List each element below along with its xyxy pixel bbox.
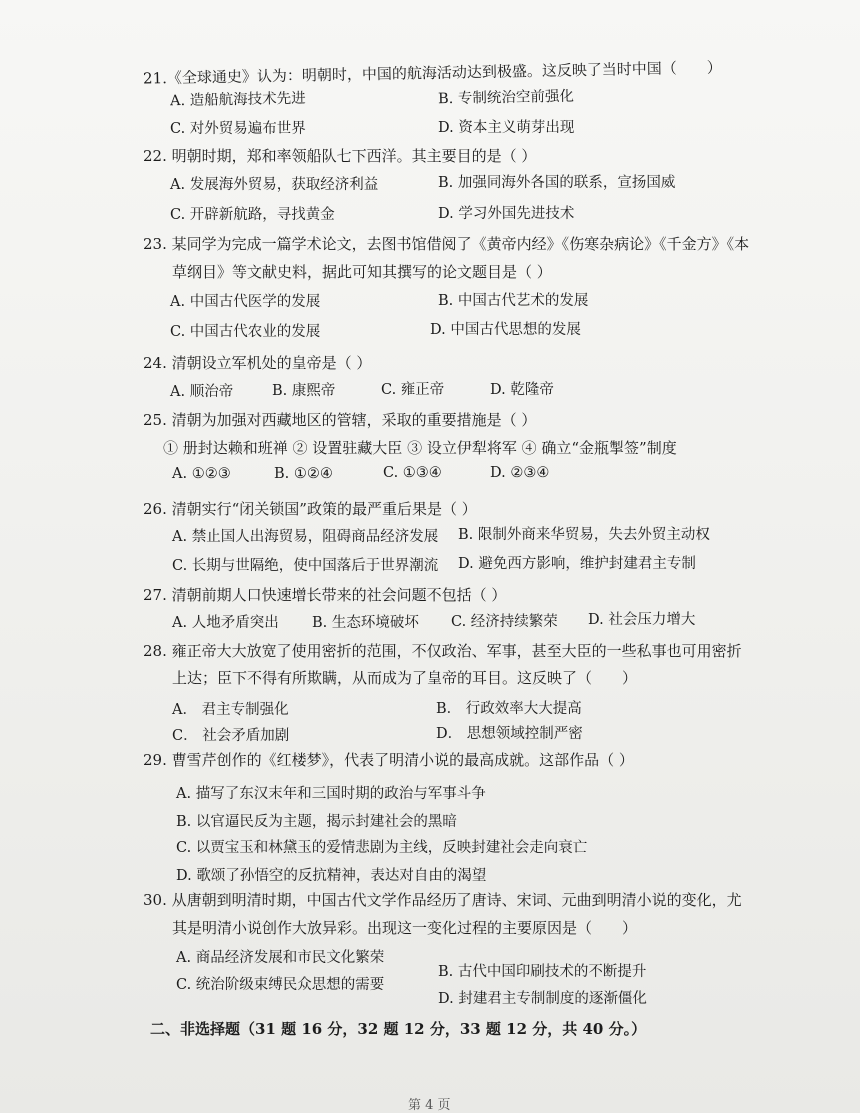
option-a: A. 顺治帝 xyxy=(170,384,234,400)
option-d: D. 乾隆帝 xyxy=(490,382,554,398)
option-a: A. 描写了东汉末年和三国时期的政治与军事斗争 xyxy=(176,786,486,802)
option-a: A. ①②③ xyxy=(172,466,231,482)
option-a: A. 中国古代医学的发展 xyxy=(170,294,321,310)
question-stem: 23. 某同学为完成一篇学术论文，去图书馆借阅了《黄帝内经》《伤寒杂病论》《千金方》《本 xyxy=(143,235,750,253)
option-b: B. 限制外商来华贸易，失去外贸主动权 xyxy=(458,527,710,543)
question-stem: 29. 曹雪芹创作的《红楼梦》，代表了明清小说的最高成就。这部作品（ ） xyxy=(143,751,634,769)
option-d: D. 封建君主专制制度的逐渐僵化 xyxy=(438,991,647,1007)
option-d: D． 思想领域控制严密 xyxy=(436,726,583,742)
question-stem: 27. 清朝前期人口快速增长带来的社会问题不包括（ ） xyxy=(143,586,507,604)
question-choices: ① 册封达赖和班禅 ② 设置驻藏大臣 ③ 设立伊犁将军 ④ 确立“金瓶掣签”制度 xyxy=(163,439,677,457)
option-c: C． 社会矛盾加剧 xyxy=(172,728,290,744)
option-b: B. 专制统治空前强化 xyxy=(437,88,575,108)
question-stem-continued: 上达；臣下不得有所欺瞒，从而成为了皇帝的耳目。这反映了（ ） xyxy=(172,669,638,687)
option-c: C. ①③④ xyxy=(383,465,442,481)
option-d: D. 中国古代思想的发展 xyxy=(430,322,581,338)
option-b: B. 生态环境破坏 xyxy=(312,615,419,631)
option-c: C. 对外贸易遍布世界 xyxy=(170,121,306,137)
option-a: A． 君主专制强化 xyxy=(172,702,289,718)
option-a: A. 商品经济发展和市民文化繁荣 xyxy=(176,950,385,966)
option-b: B． 行政效率大大提高 xyxy=(436,701,582,717)
question-stem-continued: 草纲目》等文献史料，据此可知其撰写的论文题目是（ ） xyxy=(172,263,552,281)
question-stem: 25. 清朝为加强对西藏地区的管辖，采取的重要措施是（ ） xyxy=(143,411,537,429)
option-c: C. 中国古代农业的发展 xyxy=(170,324,321,340)
question-stem: 30. 从唐朝到明清时期，中国古代文学作品经历了唐诗、宋词、元曲到明清小说的变化，尤 xyxy=(143,891,742,909)
question-stem: 26. 清朝实行“闭关锁国”政策的最严重后果是（ ） xyxy=(143,500,477,518)
option-b: B. 以官逼民反为主题，揭示封建社会的黑暗 xyxy=(176,814,457,830)
question-stem: 22. 明朝时期，郑和率领船队七下西洋。其主要目的是（ ） xyxy=(143,147,537,165)
option-c: C. 长期与世隔绝，使中国落后于世界潮流 xyxy=(172,558,439,574)
option-d: D. ②③④ xyxy=(490,465,550,481)
option-c: C. 开辟新航路，寻找黄金 xyxy=(170,207,335,223)
question-stem-continued: 其是明清小说创作大放异彩。出现这一变化过程的主要原因是（ ） xyxy=(172,919,638,937)
option-d: D. 社会压力增大 xyxy=(588,612,696,628)
option-b: B. 古代中国印刷技术的不断提升 xyxy=(438,964,647,980)
option-a: A. 造船航海技术先进 xyxy=(169,90,306,110)
section-two-heading: 二、非选择题（31 题 16 分，32 题 12 分，33 题 12 分，共 40 分。） xyxy=(150,1020,647,1038)
option-d: D. 资本主义萌芽出现 xyxy=(438,120,575,136)
question-stem: 21.《全球通史》认为：明朝时，中国的航海活动达到极盛。这反映了当时中国（ ） xyxy=(142,58,722,88)
option-b: B. 康熙帝 xyxy=(272,383,336,399)
option-a: A. 人地矛盾突出 xyxy=(172,615,279,631)
option-d: D. 学习外国先进技术 xyxy=(438,206,575,222)
option-c: C. 雍正帝 xyxy=(381,382,445,398)
option-a: A. 禁止国人出海贸易，阻碍商品经济发展 xyxy=(172,529,439,545)
option-c: C. 统治阶级束缚民众思想的需要 xyxy=(176,977,385,993)
option-c: C. 经济持续繁荣 xyxy=(451,614,558,630)
question-stem: 28. 雍正帝大大放宽了使用密折的范围，不仅政治、军事，甚至大臣的一些私事也可用密折 xyxy=(143,642,742,660)
page-number: 第 4 页 xyxy=(408,1098,451,1113)
question-stem: 24. 清朝设立军机处的皇帝是（ ） xyxy=(143,354,372,372)
option-d: D. 避免西方影响，维护封建君主专制 xyxy=(458,556,696,572)
option-b: B. ①②④ xyxy=(274,466,333,482)
option-d: D. 歌颂了孙悟空的反抗精神，表达对自由的渴望 xyxy=(176,868,487,884)
option-a: A. 发展海外贸易，获取经济利益 xyxy=(170,177,379,193)
option-b: B. 中国古代艺术的发展 xyxy=(438,293,589,309)
option-c: C. 以贾宝玉和林黛玉的爱情悲剧为主线，反映封建社会走向衰亡 xyxy=(176,840,588,856)
option-b: B. 加强同海外各国的联系，宣扬国威 xyxy=(438,175,676,191)
